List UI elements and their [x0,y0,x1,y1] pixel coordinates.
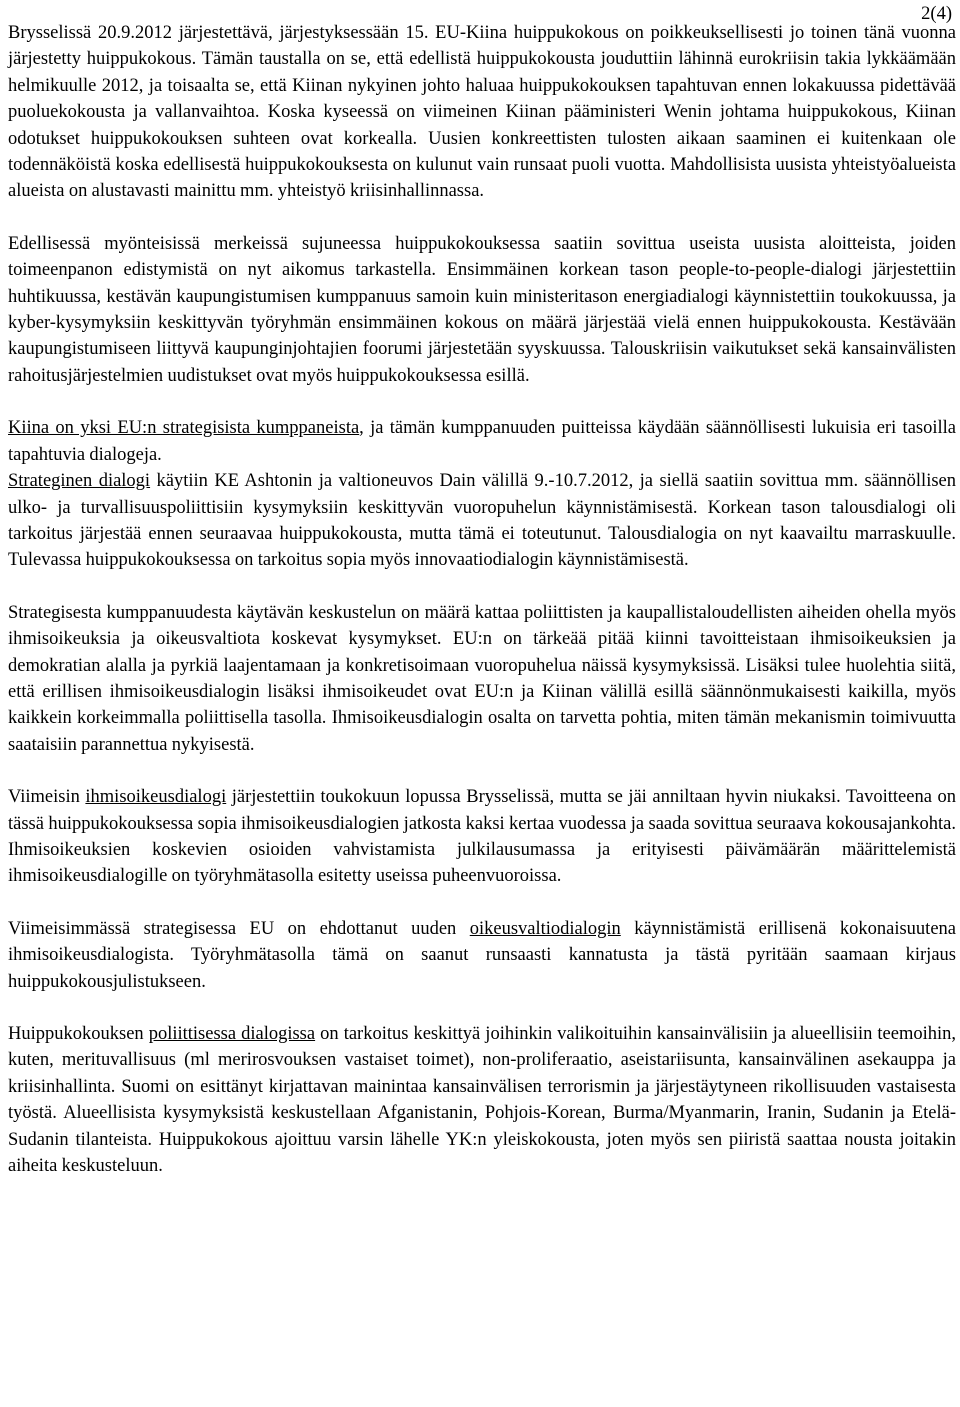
underlined-phrase: oikeusvaltiodialogin [469,918,621,939]
paragraph-text: käytiin KE Ashtonin ja valtioneuvos Dain välillä 9.-10.7.2012, ja siellä saatiin sovittua mm. säännöllisen ulko- ja turvallisuuspoliittisiin kysymyksiin keskittyvän vuoropuhelun käynnistämisestä. Korkean tason talousdialogi oli tarkoitus järjestää ennen seuraavaa huippukokousta, mutta tämä ei toteutunut. Talousdialogia on nyt kaavailtu marraskuulle. Tulevassa huippukokouksessa on tarkoitus sopia myös innovaatiodialogin käynnistämisestä. [8,471,956,571]
underlined-phrase: ihmisoikeusdialogi [85,787,227,808]
paragraph-strategic-partnership [8,415,956,573]
paragraph-summit-background [8,20,956,205]
paragraph-text: , ja tämän kumppanuuden puitteissa käydään säännöllisesti lukuisia eri tasoilla tapahtuvia dialogeja. [8,418,956,465]
paragraph-political-dialogue [8,1021,956,1179]
underlined-phrase: Kiina on yksi EU:n strategisista kumppaneista [8,418,360,439]
paragraph-text: järjestettiin toukokuun lopussa Brysselissä, mutta se jäi anniltaan hyvin niukaksi. Tavoitteena on tässä huippukokouksessa sopia ihmisoikeusdialogien jatkosta kaksi kertaa vuodessa ja saada sovittua seuraava kokousajankohta. Ihmisoikeuksien koskevien osioiden vahvistamista julkilausumassa ja erityisesti päivämäärän määrittelemistä ihmisoikeusdialogille on työryhmätasolla esitetty useissa puheenvuoroissa. [8,787,956,887]
paragraph-text: on tarkoitus keskittyä joihinkin valikoituihin kansainvälisiin ja alueellisiin teemoihin, kuten, merituvallisuus (ml merirosvouksen vastaiset toimet), non-proliferaatio, aseistariisunta, kansainvälinen asekauppa ja kriisinhallinta. Suomi on esittänyt kirjattavan mainintaa kansainvälisen terrorismin ja järjestäytyneen rikollisuuden vastaisesta työstä. Alueellisista kysymyksistä keskustellaan Afganistanin, Pohjois-Korean, Burma/Myanmarin, Iranin, Sudanin ja Etelä-Sudanin tilanteista. Huippukokous ajoittuu varsin lähelle YK:n yleiskokousta, joten myös sen piiristä saattaa nousta joitakin aiheita keskusteluun. [8,1024,956,1177]
underlined-phrase: Strateginen dialogi [8,471,151,492]
underlined-phrase: poliittisessa dialogissa [148,1024,316,1044]
paragraph-text: käynnistämistä erillisenä kokonaisuutena ihmisoikeusdialogista. Työryhmätasolla tämä on saanut runsaasti kannatusta ja tästä pyritään saamaan kirjaus huippukokousjulistukseen. [8,918,956,992]
paragraph-rule-of-law [8,916,956,995]
paragraph-text: Viimeisin [8,787,86,808]
paragraph-text: Huippukokouksen [8,1024,149,1044]
paragraph-human-rights-dialogue [8,784,956,890]
paragraph-text: Strategisesta kumppanuudesta käytävän keskustelun on määrä kattaa poliittisten ja kaupallistaloudellisten aiheiden ohella myös ihmisoikeuksia ja oikeusvaltiota koskevat kysymykset. EU:n on tärkeää pitää kiinni tavoitteistaan ihmisoikeuksien ja demokratian alalla ja pyrkiä laajentamaan ja konkretisoimaan vuoropuhelua näissä kysymyksissä. Lisäksi tulee huolehtia siitä, että erillisen ihmisoikeusdialogin lisäksi ihmisoikeudet ovat EU:n ja Kiinan välillä esillä säännönmukaisesti kaikilla, myös kaikkein korkeimmalla poliittisella tasolla. Ihmisoikeusdialogin osalta on tarvetta pohtia, miten tämän mekanismin toimivuutta saataisiin parannettua nykyisestä. [8,602,956,755]
paragraph-text: Viimeisimmässä strategisessa EU on ehdottanut uuden [8,918,470,939]
document-body [8,20,956,1205]
paragraph-previous-summit [8,231,956,389]
paragraph-text: Edellisessä myönteisissä merkeissä sujuneessa huippukokouksessa saatiin sovittua useista uusista aloitteista, joiden toimeenpanon edistymistä on nyt aikomus tarkastella. Ensimmäinen korkean tason people-to-people-dialogi järjestettiin huhtikuussa, kestävän kaupungistumisen kumppanuus samoin kuin ministeritason energiadialogi käynnistettiin toukokuussa, ja kyber-kysymyksiin keskittyvän työryhmän ensimmäinen kokous on määrä järjestää vielä ennen huippukokousta. Kestävään kaupungistumiseen liittyvä kaupunginjohtajien foorumi järjestetään syyskuussa. Talouskriisin vaikutukset sekä kansainvälisten rahoitusjärjestelmien uudistukset ovat myös huippukokouksessa esillä. [8,233,956,386]
page-number: 2(4) [921,4,952,24]
paragraph-human-rights [8,600,956,758]
paragraph-text: Brysselissä 20.9.2012 järjestettävä, järjestyksessään 15. EU-Kiina huippukokous on poikkeuksellisesti jo toinen tänä vuonna järjestetty huippukokous. Tämän taustalla on se, että edellistä huippukokousta jouduttiin lähinnä eurokriisin takia lykkäämään helmikuulle 2012, ja toisaalta se, että Kiinan nykyinen johto haluaa huippukokouksen tapahtuvan ennen lokakuussa pidettävää puoluekokousta ja vallanvaihtoa. Koska kyseessä on viimeinen Kiinan pääministeri Wenin johtama huippukokous, Kiinan odotukset huippukokouksen suhteen ovat korkealla. Uusien konkreettisten tulosten aikaan saaminen ei kuitenkaan ole todennäköistä koska edellisestä huippukokouksesta on kulunut vain runsaat puoli vuotta. Mahdollisista uusista yhteistyöalueista alueista on alustavasti mainittu mm. yhteistyö kriisinhallinnassa. [8,23,956,202]
